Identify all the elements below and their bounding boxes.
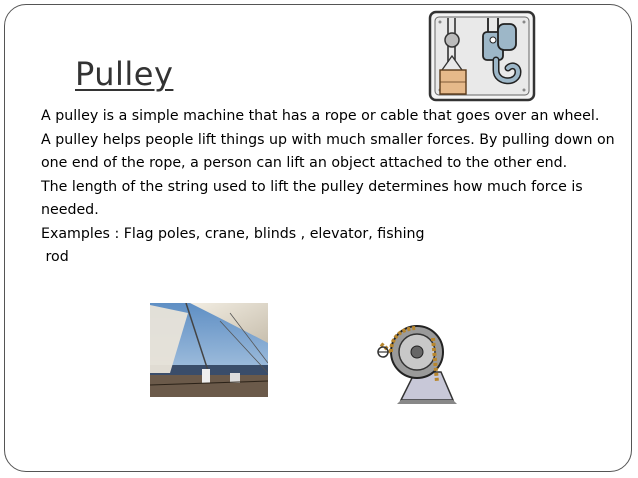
paragraph-examples: Examples : Flag poles, crane, blinds , elevator, fishing bbox=[41, 225, 425, 242]
crane-hook-pulley-icon bbox=[428, 10, 536, 102]
slide-title: Pulley bbox=[75, 55, 174, 93]
paragraph-string-length: The length of the string used to lift the pulley determines how much force is needed. bbox=[41, 178, 583, 218]
pulley-wheel-icon bbox=[373, 322, 463, 404]
paragraph-definition: A pulley is a simple machine that has a rope or cable that goes over an wheel. bbox=[41, 108, 600, 124]
sailboat-photo bbox=[150, 303, 268, 397]
paragraph-forces: A pulley helps people lift things up with much smaller forces. By pulling down on one end of the rope, a person can lift an object attached to the other end. bbox=[41, 131, 615, 171]
slide-body bbox=[41, 105, 636, 270]
paragraph-examples-cont: rod bbox=[41, 249, 69, 265]
slide bbox=[4, 4, 632, 472]
